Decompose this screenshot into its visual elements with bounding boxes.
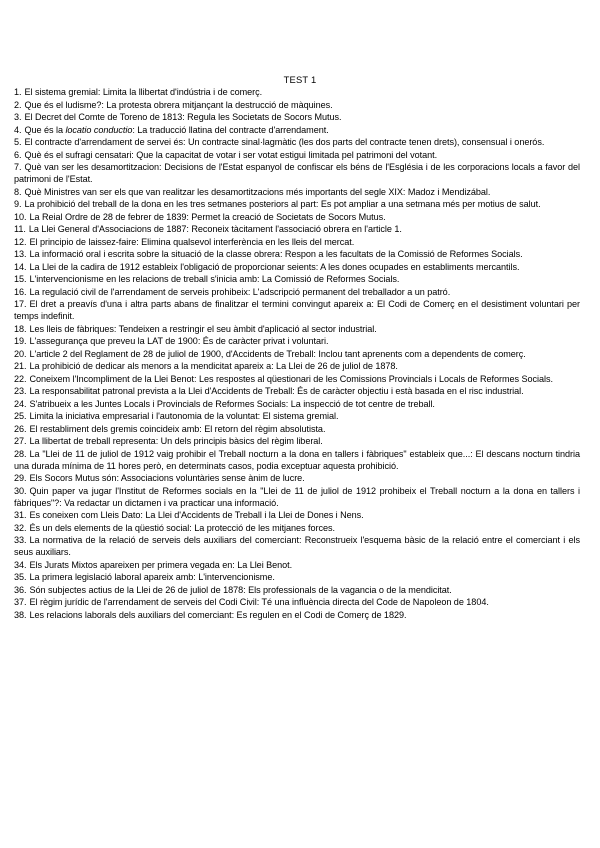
question-item <box>14 485 580 509</box>
question-item <box>14 223 580 235</box>
question-number: 31. <box>14 510 27 520</box>
question-number: 7. <box>14 162 22 172</box>
question-text: Què és el sufragi censatari: Que la capacitat de votar i ser votat estigui limitada pel patrimoni del votant. <box>24 149 438 160</box>
question-item <box>14 509 580 521</box>
question-text: La regulació civil de l'arrendament de serveis prohibeix: L'adscripció permanent del treballador a un patró. <box>29 286 451 297</box>
question-item <box>14 198 580 210</box>
question-text: El dret a preavís d'una i altra parts abans de finalitzar el termini convingut apareix a: El Codi de Comerç en el desistiment voluntari per temps indefinit. <box>14 299 580 321</box>
test-title: TEST 1 <box>283 74 317 85</box>
question-number: 20. <box>14 348 27 359</box>
question-text-italic: locatio conductio <box>65 124 133 135</box>
question-number: 38. <box>14 609 27 620</box>
question-number: 2. <box>14 99 22 110</box>
question-text: Limita la iniciativa empresarial i l'autonomia de la voluntat: El sistema gremial. <box>29 411 339 421</box>
question-number: 30. <box>14 485 27 496</box>
question-item <box>14 522 580 534</box>
question-item <box>14 534 580 558</box>
question-item <box>14 435 580 447</box>
question-text: La normativa de la relació de serveis dels auxiliars del comerciant: Reconstrueix l'esquema bàsic de la relació entre el comerciant i els seus auxiliars. <box>14 535 580 557</box>
question-item <box>14 385 580 397</box>
question-text: Els Socors Mutus són: Associacions voluntàries sense ànim de lucre. <box>29 473 305 483</box>
question-text: Els Jurats Mixtos apareixen per primera vegada en: La Llei Benot. <box>29 559 293 570</box>
question-item <box>14 86 580 98</box>
question-text: La prohibició del treball de la dona en les tres setmanes posteriors al part: Es pot ampliar a una setmana més per motius de salut. <box>24 199 541 209</box>
question-item <box>14 211 580 223</box>
question-item <box>14 261 580 273</box>
question-item <box>14 596 580 608</box>
question-number: 24. <box>14 398 27 409</box>
question-text: La responsabilitat patronal prevista a la Llei d'Accidents de Treball: És de caràcter objectiu i està basada en el risc industrial. <box>29 386 524 396</box>
question-item <box>14 149 580 161</box>
question-number: 16. <box>14 286 27 297</box>
question-text: El contracte d'arrendament de servei és: Un contracte sinal·lagmàtic (les dos parts del contracte tenen drets), consensual i onerós. <box>24 137 545 147</box>
question-number: 1. <box>14 87 22 97</box>
question-text: Es coneixen com Lleis Dato: La Llei d'Accidents de Treball i la Llei de Dones i Nens. <box>29 510 364 520</box>
question-text: El principio de laissez-faire: Elimina qualsevol interferència en les lleis del mercat. <box>29 236 355 247</box>
question-item <box>14 398 580 410</box>
question-text: El sistema gremial: Limita la llibertat d'indústria i de comerç. <box>24 87 263 97</box>
question-text: La Llei de la cadira de 1912 estableix l'obligació de proporcionar seients: A les dones ocupades en establiments mercantils. <box>29 261 520 272</box>
question-text: Quin paper va jugar l'Institut de Reformes socials en la "Llei de 11 de juliol de 1912 prohibeix el Treball nocturn a la dona en tallers i fàbriques"?: Va redactar un dictamen i va practicar una informació. <box>14 485 580 508</box>
question-number: 18. <box>14 323 27 334</box>
question-item <box>14 124 580 136</box>
question-number: 35. <box>14 572 27 582</box>
question-number: 27. <box>14 436 27 446</box>
question-text: La Reial Ordre de 28 de febrer de 1839: Permet la creació de Societats de Socors Mutus. <box>29 211 386 222</box>
question-number: 37. <box>14 597 27 607</box>
question-text: La "Llei de 11 de juliol de 1912 vaig prohibir el Treball nocturn a la dona en tallers i fàbriques" estableix que...: El descans nocturn tindria una durada mínima de 11 hores però, en determinats casos, podia exceptuar aquesta prohibició. <box>14 448 580 471</box>
question-text: És un dels elements de la qüestió social: La protecció de les mitjanes forces. <box>29 522 335 533</box>
question-number: 8. <box>14 186 22 197</box>
question-number: 34. <box>14 559 27 570</box>
question-item <box>14 571 580 583</box>
question-number: 33. <box>14 535 27 545</box>
question-item <box>14 472 580 484</box>
question-number: 29. <box>14 473 27 483</box>
question-number: 28. <box>14 448 27 459</box>
question-item <box>14 348 580 360</box>
question-text: La prohibició de dedicar als menors a la mendicitat apareix a: La Llei de 26 de juliol de 1878. <box>29 361 398 371</box>
question-text: El restabliment dels gremis coincideix amb: El retorn del règim absolutista. <box>29 423 326 434</box>
question-item <box>14 136 580 148</box>
question-number: 4. <box>14 124 22 135</box>
question-number: 25. <box>14 411 27 421</box>
question-number: 15. <box>14 274 27 284</box>
question-item <box>14 609 580 621</box>
question-text: La informació oral i escrita sobre la situació de la classe obrera: Respon a les facultats de la Comissió de Reformes Socials. <box>29 249 523 259</box>
question-number: 19. <box>14 336 27 346</box>
question-text: L'assegurança que preveu la LAT de 1900: És de caràcter privat i voluntari. <box>29 336 329 346</box>
question-item <box>14 248 580 260</box>
question-item <box>14 161 580 185</box>
question-number: 6. <box>14 149 22 160</box>
question-text: El règim jurídic de l'arrendament de serveis del Codi Civil: Té una influència directa del Code de Napoleon de 1804. <box>29 597 489 607</box>
question-item <box>14 360 580 372</box>
question-number: 23. <box>14 386 27 396</box>
question-text: El Decret del Comte de Toreno de 1813: Regula les Societats de Socors Mutus. <box>24 112 342 122</box>
question-text: Que és el ludisme?: La protesta obrera mitjançant la destrucció de màquines. <box>24 99 333 110</box>
question-number: 32. <box>14 522 27 533</box>
question-number: 26. <box>14 423 27 434</box>
question-item <box>14 111 580 123</box>
question-text: La Llei General d'Associacions de 1887: Reconeix tàcitament l'associació obrera en l'article 1. <box>28 224 402 234</box>
question-text: Què Ministres van ser els que van realitzar les desamortitzacions més importants del segle XIX: Madoz i Mendizábal. <box>24 186 491 197</box>
question-text: S'atribueix a les Juntes Locals i Provincials de Reformes Socials: La inspecció de tot centre de treball. <box>29 398 435 409</box>
question-text: La llibertat de treball representa: Un dels principis bàsics del règim liberal. <box>29 436 323 446</box>
question-text: L'intervencionisme en les relacions de treball s'inicia amb: La Comissió de Reformes Socials. <box>29 274 400 284</box>
question-number: 9. <box>14 199 22 209</box>
question-number: 3. <box>14 112 22 122</box>
question-text: Les lleis de fàbriques: Tendeixen a restringir el seu àmbit d'aplicació al sector industrial. <box>29 323 377 334</box>
question-item <box>14 410 580 422</box>
question-number: 12. <box>14 236 27 247</box>
question-item <box>14 286 580 298</box>
question-text: Què van ser les desamortitzacion: Decisions de l'Estat espanyol de confiscar els béns de l'Església i de les corporacions locals a favor del patrimoni de l'Estat. <box>14 162 580 184</box>
question-text: La primera legislació laboral apareix amb: L'intervencionisme. <box>29 572 275 582</box>
question-number: 11. <box>14 224 26 234</box>
question-number: 14. <box>14 261 27 272</box>
question-item <box>14 335 580 347</box>
question-text: Les relacions laborals dels auxiliars del comerciant: Es regulen en el Codi de Comerç de 1829. <box>29 609 407 620</box>
question-text: : La traducció llatina del contracte d'arrendament. <box>132 124 329 135</box>
question-item <box>14 236 580 248</box>
question-text: Coneixem l'Incompliment de la Llei Benot: Les respostes al qüestionari de les Comissions Provincials i Locals de Reformes Socials. <box>29 373 553 384</box>
question-number: 17. <box>14 299 27 309</box>
question-item <box>14 99 580 111</box>
question-text: Són subjectes actius de la Llei de 26 de juliol de 1878: Els professionals de la vagancia o de la mendicitat. <box>29 584 452 595</box>
question-number: 5. <box>14 137 22 147</box>
question-list <box>14 86 580 621</box>
question-item <box>14 559 580 571</box>
question-text: L'article 2 del Reglament de 28 de juliol de 1900, d'Accidents de Treball: Inclou tant aprenents com a dependents de comerç. <box>29 348 526 359</box>
question-item <box>14 186 580 198</box>
question-number: 10. <box>14 211 27 222</box>
question-text: Que és la <box>24 124 66 135</box>
question-number: 36. <box>14 584 27 595</box>
question-number: 22. <box>14 373 27 384</box>
question-item <box>14 373 580 385</box>
question-item <box>14 448 580 472</box>
question-item <box>14 273 580 285</box>
question-item <box>14 584 580 596</box>
question-number: 13. <box>14 249 27 259</box>
question-item <box>14 423 580 435</box>
question-item <box>14 323 580 335</box>
question-number: 21. <box>14 361 27 371</box>
question-item <box>14 298 580 322</box>
